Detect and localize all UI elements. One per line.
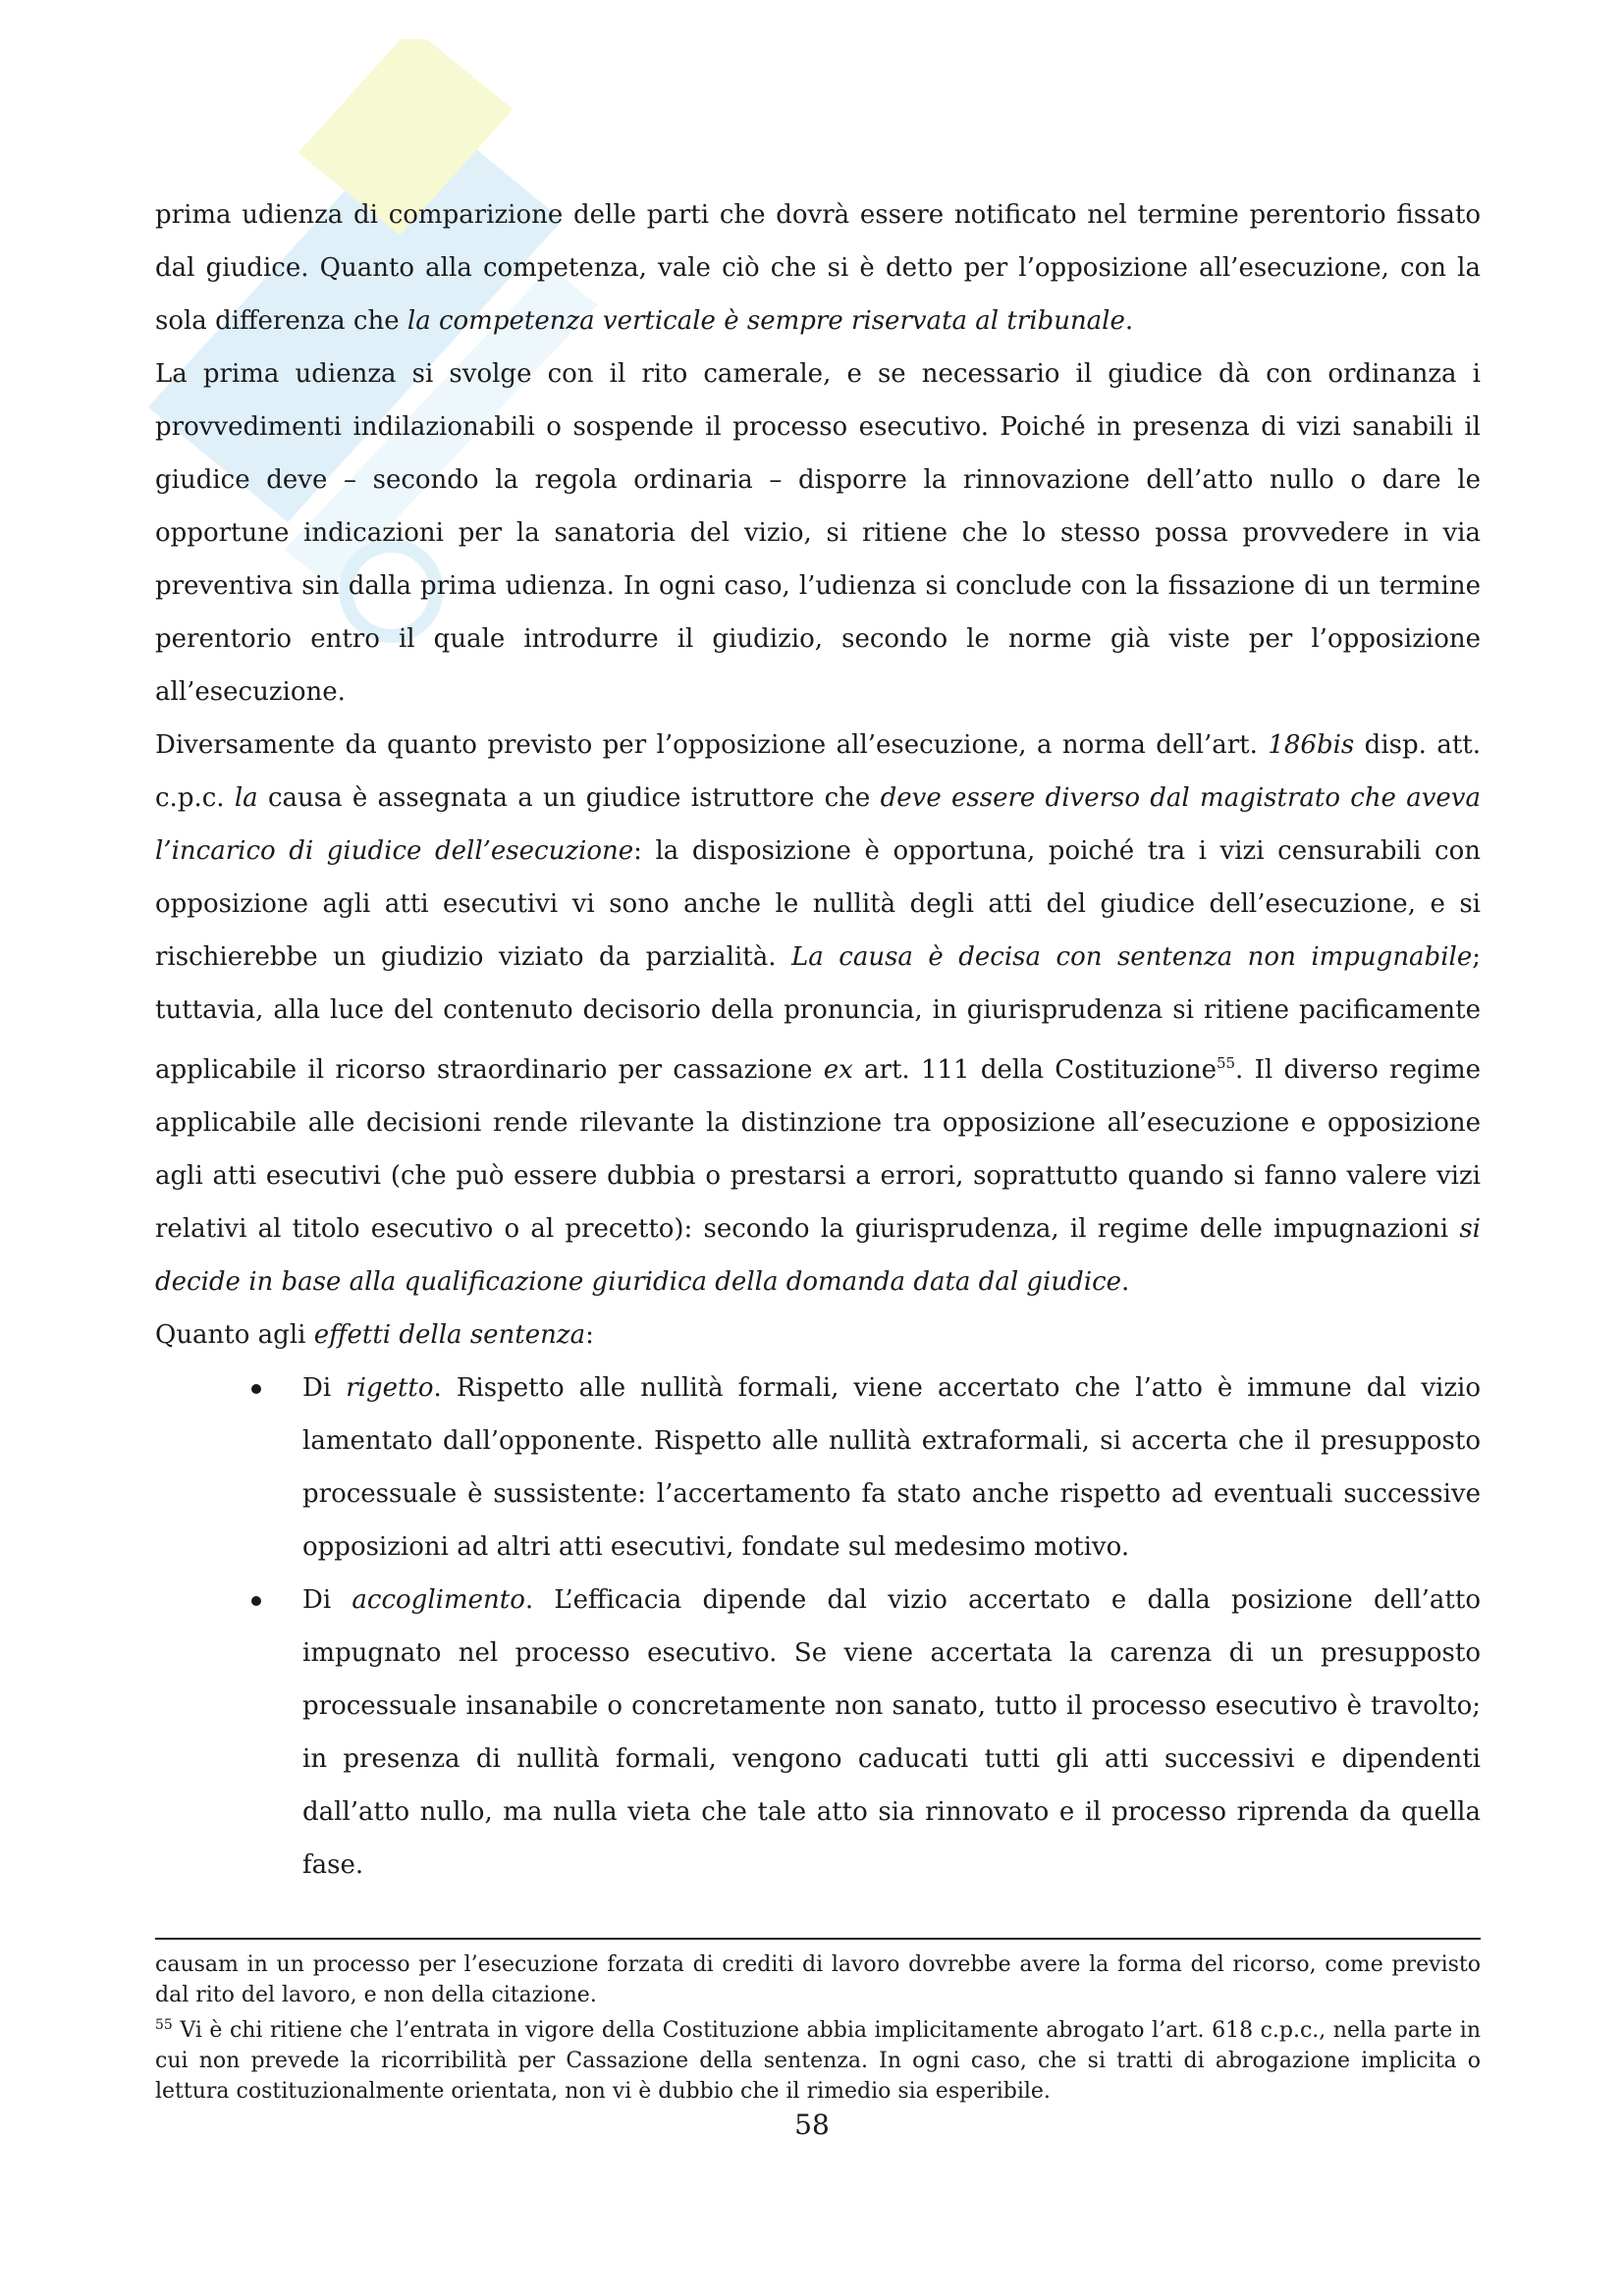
paragraph-3-text: . Il diverso regime applicabile alle decisioni rende rilevante la distinzione tra opposizione all’esecuzione e opposizione agli atti esecutivi (che può essere dubbia o prestarsi a errori, soprattutto quando si fanno valere vizi relativi al titolo esecutivo o al precetto): secondo la giurisprudenza, il regime delle impugnazioni [155, 1055, 1481, 1244]
paragraph-3 [155, 719, 1481, 1308]
paragraph-1 [155, 188, 1481, 347]
paragraph-1-emphasis: la competenza verticale è sempre riservata al tribunale [406, 306, 1125, 336]
paragraph-2-text: La prima udienza si svolge con il rito camerale, e se necessario il giudice dà con ordinanza i provvedimenti indilazionabili o sospende il processo esecutivo. Poiché in presenza di vizi sanabili il giudice deve – secondo la regola ordinaria – disporre la rinnovazione dell’atto nullo o dare le opportune indicazioni per la sanatoria del vizio, si ritiene che lo stesso possa provvedere in via preventiva sin dalla prima udienza. In ogni caso, l’udienza si conclude con la fissazione di un termine perentorio entro il quale introdurre il giudizio, secondo le norme già viste per l’opposizione all’esecuzione. [155, 359, 1481, 707]
paragraph-3-text: ; tuttavia, alla luce del contenuto decisorio della pronuncia, in giurisprudenza si ritiene pacificamente applicabile il ricorso straordinario per cassazione [155, 942, 1481, 1085]
footnote-reference-55[interactable]: 55 [1216, 1054, 1236, 1072]
paragraph-4-emphasis: effetti della sentenza [313, 1320, 586, 1350]
paragraph-3-emphasis: si decide in base alla qualificazione giuridica della domanda data dal giudice [155, 1214, 1481, 1297]
paragraph-1-text: prima udienza di comparizione delle parti che dovrà essere notificato nel termine perentorio fissato dal giudice. Quanto alla competenza, vale ciò che si è detto per l’opposizione all’esecuzione, con la sola differenza che [155, 200, 1481, 336]
footnote-55 [155, 2010, 1481, 2107]
paragraph-3-emphasis: la [234, 783, 258, 813]
footnotes [155, 1949, 1481, 2107]
bullet-item-2-text: Di [302, 1585, 352, 1615]
paragraph-4-text: : [585, 1320, 594, 1350]
paragraph-3-text: art. 111 della Costituzione [852, 1055, 1217, 1085]
bullet-item-1-text: . Rispetto alle nullità formali, viene accertato che l’atto è immune dal vizio lamentato dall’opponente. Rispetto alle nullità extraformali, si accerta che il presupposto processuale è sussistente: l’accertamento fa stato anche rispetto ad eventuali successive opposizioni ad altri atti esecutivi, fondate sul medesimo motivo. [302, 1373, 1481, 1562]
paragraph-2 [155, 347, 1481, 719]
body-paragraphs [155, 188, 1481, 1362]
footnote-continuation: causam in un processo per l’esecuzione forzata di crediti di lavoro dovrebbe avere la forma del ricorso, come previsto dal rito del lavoro, e non della citazione. [155, 1952, 1481, 2007]
page-content [155, 188, 1481, 1892]
paragraph-4 [155, 1308, 1481, 1362]
paragraph-3-emphasis: 186bis [1268, 730, 1355, 760]
bullet-dot-icon [251, 1596, 261, 1606]
bullet-item-1-text: Di [302, 1373, 347, 1403]
paragraph-1-text: . [1124, 306, 1134, 336]
bullet-item-2-text: . L’efficacia dipende dal vizio accertato e dalla posizione dell’atto impugnato nel processo esecutivo. Se viene accertata la carenza di un presupposto processuale insanabile o concretamente non sanato, tutto il processo esecutivo è travolto; in presenza di nullità formali, vengono caducati tutti gli atti successivi e dipendenti dall’atto nullo, ma nulla vieta che tale atto sia rinnovato e il processo riprenda da quella fase. [302, 1585, 1481, 1880]
bullet-dot-icon [251, 1384, 261, 1394]
footnote-55-text: Vi è chi ritiene che l’entrata in vigore della Costituzione abbia implicitamente abrogato l’art. 618 c.p.c., nella parte in cui non prevede la ricorribilità per Cassazione della sentenza. In ogni caso, che si tratti di abrogazione implicita o lettura costituzionalmente orientata, non vi è dubbio che il rimedio sia esperibile. [155, 2018, 1481, 2104]
bullet-item-1 [155, 1362, 1481, 1574]
paragraph-4-text: Quanto agli [155, 1320, 314, 1350]
paragraph-3-emphasis: La causa è decisa con sentenza non impugnabile [791, 942, 1473, 972]
paragraph-3-text: . [1121, 1267, 1130, 1297]
paragraph-3-text: causa è assegnata a un giudice istruttore che [257, 783, 881, 813]
effects-bullet-list [155, 1362, 1481, 1892]
paragraph-3-text: disp. att. c.p.c. [155, 730, 1481, 813]
bullet-item-2 [155, 1574, 1481, 1892]
page-number: 58 [794, 2109, 830, 2141]
bullet-item-2-emphasis: accoglimento [352, 1585, 525, 1615]
paragraph-3-text: : la disposizione è opportuna, poiché tra i vizi censurabili con opposizione agli atti esecutivi vi sono anche le nullità degli atti del giudice dell’esecuzione, e si rischierebbe un giudizio viziato da parzialità. [155, 836, 1481, 972]
paragraph-3-emphasis: ex [823, 1055, 853, 1085]
paragraph-3-text: Diversamente da quanto previsto per l’opposizione all’esecuzione, a norma dell’art. [155, 730, 1269, 760]
paragraph-3-emphasis: deve essere diverso dal magistrato che aveva l’incarico di giudice dell’esecuzione [155, 783, 1481, 866]
footnote-separator [155, 1938, 1481, 1940]
footnote-55-marker: 55 [155, 2017, 173, 2033]
bullet-item-1-emphasis: rigetto [346, 1373, 434, 1403]
